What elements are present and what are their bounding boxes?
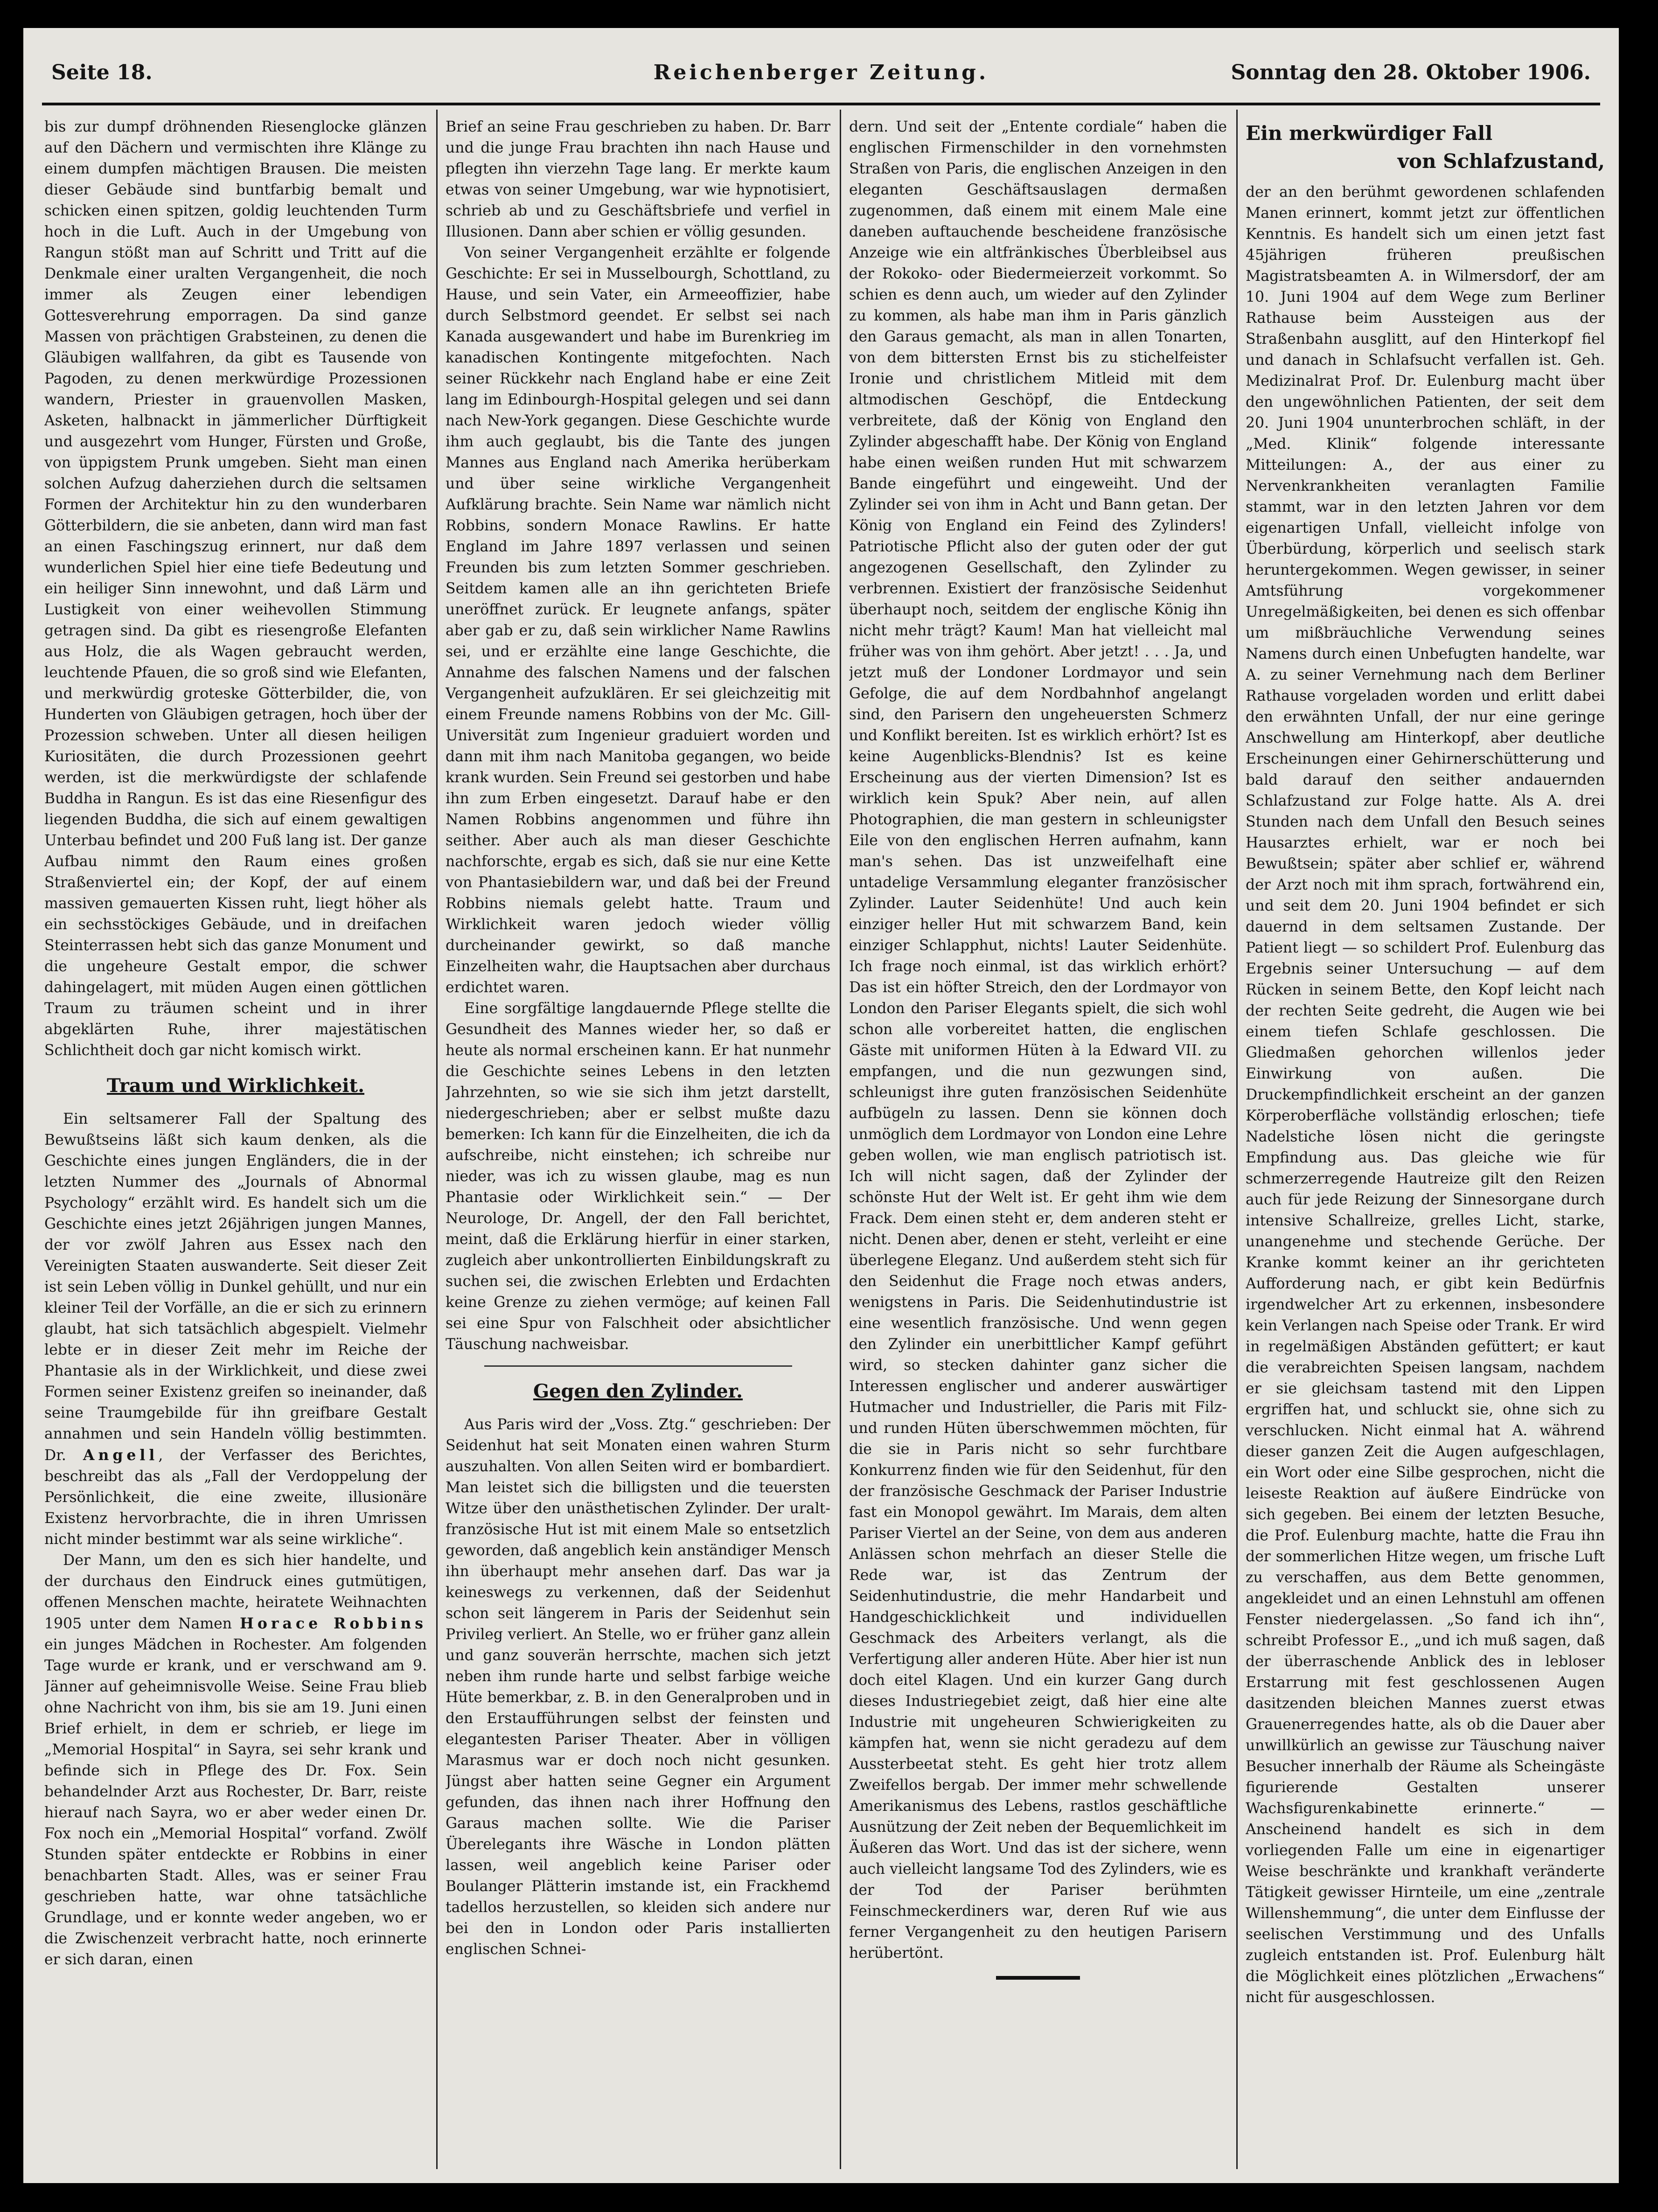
article-paragraph: Aus Paris wird der „Voss. Ztg.“ geschrieben: Der Seidenhut hat seit Monaten einen wahren Sturm auszuhalten. Von allen Seiten wird er bombardiert. Man leistet sich die billigsten und die teuersten Witze über den unästhetischen Zylinder. Der uralt-französische Hut ist mit einem Male so entsetzlich geworden, daß angeblich kein anständiger Mensch ihn überhaupt mehr ansehen darf. Das war ja keineswegs zu verkennen, daß der Seidenhut schon seit längerem in Paris der Seidenhut sein Privileg verliert. An Stelle, wo er früher ganz allein und ganz souverän herrschte, machen sich jetzt neben ihm runde harte und selbst farbige weiche Hüte bemerkbar, z. B. in den Generalproben und in den Erstaufführungen selbst der feinsten und elegantesten Pariser Theater. Aber in völligen Marasmus war er doch noch nicht gesunken. Jüngst aber hatten seine Gegner ein Argument gefunden, das ihnen nach ihrer Hoffnung den Garaus machen sollte. Wie die Pariser Überelegants ihre Wäsche in London plätten lassen, weil angeblich keine Pariser oder Boulanger Plätterin imstande ist, ein Frackhemd tadellos herzustellen, so kleiden sich andere nur bei den in London oder Paris installierten englischen Schnei- — [446, 1416, 830, 1958]
spaced-name: Angell — [83, 1447, 159, 1464]
article-heading: Gegen den Zylinder. — [533, 1380, 743, 1402]
article-heading: Ein merkwürdiger Fall von Schlafzustand, — [1246, 122, 1605, 173]
article-paragraph: Der Mann, um den es sich hier handelte, und der durchaus den Eindruck eines gutmütigen, offenen Menschen machte, heiratete Weihnachten 1905 unter dem Namen Horace Robbins ein junges Mädchen in Rochester. Am folgenden Tage wurde er krank, und er verschwand am 9. Jänner auf geheimnisvolle Weise. Seine Frau blieb ohne Nachricht von ihm, bis sie am 19. Juni einen Brief erhielt, in dem er schrieb, er liege im „Memorial Hospital“ in Sayra, sei sehr krank und befinde sich in Pflege des Dr. Fox. Sein behandelnder Arzt aus Rochester, Dr. Barr, reiste hierauf nach Sayra, wo er aber weder einen Dr. Fox noch ein „Memorial Hospital“ vorfand. Zwölf Stunden später entdeckte er Robbins in einer benachbarten Stadt. Alles, was er seiner Frau geschrieben hatte, war ohne tatsächliche Grundlage, und er konnte weder angeben, wo er die Zwischenzeit verbracht hatte, noch erinnerte er sich daran, einen — [44, 1552, 427, 1968]
newspaper-page — [23, 28, 1619, 2183]
article-heading: Traum und Wirklichkeit. — [106, 1075, 365, 1097]
article-paragraph: dern. Und seit der „Entente cordiale“ haben die englischen Firmenschilder in den vornehmsten Straßen von Paris, die englischen Anzeigen in den eleganten Geschäftsauslagen dermaßen zugenommen, daß einem mit einem Male eine daneben auftauchende bescheidene französische Anzeige wie ein altfränkisches Überbleibsel aus der Rokoko- oder Biedermeierzeit vorkommt. So schien es denn auch, um wieder auf den Zylinder zu kommen, als habe man ihm in Paris gänzlich den Garaus gemacht, als man in allen Tonarten, von dem bittersten Ernst bis zu stichelfeister Ironie und christlichem Mitleid mit dem altmodischen Geschöpf, die Entdeckung verbreitete, daß der König von England den Zylinder abgeschafft habe. Der König von England habe einen weißen runden Hut mit schwarzem Bande eingeführt und eingeweiht. Und der Zylinder sei von ihm in Acht und Bann getan. Der König von England ein Feind des Zylinders! Patriotische Pflicht also der guten oder der gut angezogenen Gesellschaft, den Zylinder zu verbrennen. Existiert der französische Seidenhut überhaupt noch, seitdem der englische König ihn nicht mehr trägt? Kaum! Man hat vielleicht mal früher was von ihm gehört. Aber jetzt! . . . Ja, und jetzt muß der Londoner Lordmayor und sein Gefolge, die auf dem Nordbahnhof angelangt sind, den Parisern den ungeheuersten Schmerz und Konflikt bereiten. Ist es wirklich erhört? Ist es keine Augenblicks-Blendnis? Ist es keine Erscheinung aus der vierten Dimension? Ist es wirklich kein Spuk? Aber nein, auf allen Photographien, die man gestern in schleunigster Eile von den englischen Herren aufnahm, kann man's sehen. Das ist unzweifelhaft eine untadelige Versammlung eleganter französischer Zylinder. Lauter Seidenhüte! Und auch kein einziger heller Hut mit schwarzem Band, kein einziger Schlapphut, nichts! Lauter Seidenhüte. Ich frage noch einmal, ist das wirklich erhört? Das ist ein höfter Streich, den der Lordmayor von London den Pariser Elegants spielt, die sich wohl schon alle vorbereitet hatten, die englischen Gäste mit uniformen Hüten à la Edward VII. zu empfangen, und die nun gezwungen sind, schleunigst ihre guten französischen Seidenhüte aufbügeln zu lassen. Denn sie können doch unmöglich dem Lordmayor von London eine Lehre geben wollen, wie man englisch patriotisch ist. Ich will nicht sagen, daß der Zylinder der schönste Hut der Welt ist. Er geht ihm wie dem Frack. Dem einen steht er, dem anderen steht er nicht. Denen aber, denen er steht, verleiht er eine überlegene Eleganz. Und außerdem steht sich für den Seidenhut die Frage noch etwas anders, wenigstens in Paris. Die Seidenhutindustrie ist eine wesentlich französische. Und wenn gegen den Zylinder ein unerbittlicher Kampf geführt wird, so stecken dahinter ganz sicher die Interessen englischer und anderer auswärtiger Hutmacher und Industrieller, die Paris mit Filz- und runden Hüten überschwemmen möchten, für die sie in Paris nicht so sehr furchtbare Konkurrenz finden wie für den Seidenhut, für den der französische Geschmack der Pariser Industrie fast ein Monopol gewährt. Im Marais, dem alten Pariser Viertel an der Seine, von dem aus anderen Anlässen schon mehrfach an dieser Stelle die Rede war, ist das Zentrum der Seidenhutindustrie, die mehr Handarbeit und Handgeschicklichkeit und individuellen Geschmack des Arbeiters verlangt, als die Verfertigung aller anderen Hüte. Aber hier ist nun doch eitel Klagen. Und ein kurzer Gang durch dieses Industriegebiet zeigt, daß hier eine alte Industrie mit ungeheuren Schwierigkeiten zu kämpfen hat, wenn sie nicht geradezu auf dem Aussterbeetat steht. Es geht hier trotz allem Zweifellos bergab. Der immer mehr schwellende Amerikanismus des Lebens, rastlos geschäftliche Ausnützung der Zeit neben der Bequemlichkeit im Äußeren das Wort. Und das ist der sichere, wenn auch vielleicht langsame Tod des Zylinders, wie es der Tod der Pariser berühmten Feinschmeckerdiners war, deren Ruf wie aus ferner Vergangenheit zu den heutigen Parisern herübertönt. — [849, 118, 1227, 1962]
column-rule — [840, 110, 841, 2169]
column-3 — [849, 117, 1227, 2164]
article-paragraph: bis zur dumpf dröhnenden Riesenglocke glänzen auf den Dächern und vermischten ihre Klänge zu einem dumpfen mächtigen Brausen. Die meisten dieser Gebäude sind buntfarbig bemalt und schicken einen spitzen, goldig leuchtenden Turm hoch in die Luft. Auch in der Umgebung von Rangun stößt man auf Schritt und Tritt auf die Denkmale einer uralten Vergangenheit, die noch immer als Zeugen einer lebendigen Gottesverehrung emporragen. Da sind ganze Massen von prächtigen Grabsteinen, zu denen die Gläubigen wallfahren, da gibt es Tausende von Pagoden, zu denen merkwürdige Prozessionen wandern, Priester in grauenvollen Masken, Asketen, halbnackt in jämmerlicher Dürftigkeit und ausgezehrt vom Hunger, Fürsten und Große, von üppigstem Prunk umgeben. Sieht man einen solchen Aufzug daherziehen durch die seltsamen Formen der Architektur hin zu den wunderbaren Götterbildern, die sie anbeten, dann wird man fast an einen Faschingszug erinnert, nur daß dem wunderlichen Spiel hier eine tiefe Bedeutung und ein heiliger Sinn innewohnt, und daß Lärm und Lustigkeit von einer weihevollen Stimmung getragen sind. Da gibt es riesengroße Elefanten aus Holz, die als Wagen gebraucht werden, leuchtende Pfauen, die so groß sind wie Elefanten, und merkwürdig groteske Götterbilder, die, von Hunderten von Gläubigen getragen, hoch über der Prozession schweben. Unter all diesen heiligen Kuriositäten, die durch Prozessionen geehrt werden, ist die merkwürdigste der schlafende Buddha in Rangun. Es ist das eine Riesenfigur des liegenden Buddha, die sich auf einem gewaltigen Unterbau befindet und 200 Fuß lang ist. Der ganze Aufbau nimmt den Raum eines großen Straßenviertel ein; der Kopf, der auf einem massiven gemauerten Kissen ruht, liegt höher als ein sechsstöckiges Gebäude, und in dreifachen Steinterrassen hebt sich das ganze Monument und die ungeheure Gestalt empor, die schwer dahingelagert, mit müden Augen einen göttlichen Traum zu träumen scheint und in ihrer abgeklärten Ruhe, ihrer majestätischen Schlichtheit doch gar nicht komisch wirkt. — [44, 118, 427, 1059]
section-divider — [484, 1365, 792, 1367]
column-rule — [436, 110, 438, 2169]
issue-date: Sonntag den 28. Oktober 1906. — [1231, 61, 1591, 84]
article-paragraph: Von seiner Vergangenheit erzählte er folgende Geschichte: Er sei in Musselbourgh, Schottland, zu Hause, und sein Vater, ein Armeeoffizier, habe durch Selbstmord geendet. Er selbst sei nach Kanada ausgewandert und habe im Burenkrieg im kanadischen Kontingente mitgefochten. Nach seiner Rückkehr nach England habe er eine Zeit lang im Edinbourgh-Hospital gelegen und sei dann nach New-York gegangen. Diese Geschichte wurde ihm auch geglaubt, bis die Tante des jungen Mannes aus England nach Amerika herüberkam und über seine wirkliche Vergangenheit Aufklärung brachte. Sein Name war nämlich nicht Robbins, sondern Monace Rawlins. Er hatte England im Jahre 1897 verlassen und seinen Freunden bis zum letzten Sommer geschrieben. Seitdem kamen alle an ihn gerichteten Briefe uneröffnet zurück. Er leugnete anfangs, später aber gab er zu, daß sein wirklicher Name Rawlins sei, und er erzählte eine lange Geschichte, die Annahme des falschen Namens und der falschen Vergangenheit aufzuklären. Er sei gleichzeitig mit einem Freunde namens Robbins von der Mc. Gill-Universität zum Ingenieur graduiert worden und dann mit ihm nach Manitoba gegangen, wo beide krank wurden. Sein Freund sei gestorben und habe ihn zum Erben eingesetzt. Darauf habe er den Namen Robbins angenommen und führe ihn seither. Aber auch als man dieser Geschichte nachforschte, ergab es sich, daß sie nur eine Kette von Phantasiebildern war, und daß bei der Freund Robbins niemals gelebt hatte. Traum und Wirklichkeit waren jedoch wieder völlig durcheinander gewirkt, so daß manche Einzelheiten wahr, die Hauptsachen aber durchaus erdichtet waren. — [446, 244, 830, 996]
column-4 — [1246, 117, 1605, 2164]
end-rule — [996, 1976, 1080, 1980]
column-2 — [446, 117, 830, 2164]
article-paragraph: Eine sorgfältige langdauernde Pflege stellte die Gesundheit des Mannes wieder her, so daß er heute als normal erscheinen kann. Er hat nunmehr die Geschichte seines Lebens in den letzten Jahrzehnten, so wie sie sich ihm jetzt darstellt, niedergeschrieben; aber er selbst mußte dazu bemerken: Ich kann für die Einzelheiten, die ich da aufschreibe, nicht einstehen; ich schreibe nur nieder, was ich zu wissen glaube, mag es nun Phantasie oder Wirklichkeit sein.“ — Der Neurologe, Dr. Angell, der den Fall berichtet, meint, daß die Erklärung hierfür in einer starken, zugleich aber unkontrollierten Einbildungskraft zu suchen sei, die zwischen Erlebten und Erdachten keine Grenze zu ziehen vermöge; auf keinen Fall sei eine Spur von Falschheit oder absichtlicher Täuschung nachweisbar. — [446, 1000, 830, 1353]
article-paragraph: der an den berühmt gewordenen schlafenden Manen erinnert, kommt jetzt zur öffentlichen Kenntnis. Es handelt sich um einen jetzt fast 45jährigen früheren preußischen Magistratsbeamten A. in Wilmersdorf, der am 10. Juni 1904 auf dem Wege zum Berliner Rathause beim Aussteigen aus der Straßenbahn ausglitt, auf den Hinterkopf fiel und danach in Schlafsucht verfallen ist. Geh. Medizinalrat Prof. Dr. Eulenburg macht über den ungewöhnlichen Patienten, der seit dem 20. Juni 1904 ununterbrochen schläft, in der „Med. Klinik“ folgende interessante Mitteilungen: A., der aus einer zu Nervenkrankheiten veranlagten Familie stammt, war in den letzten Jahren vor dem eigenartigen Unfall, vielleicht infolge von Überbürdung, körperlich und seelisch stark heruntergekommen. Wegen gewisser, in seiner Amtsführung vorgekommener Unregelmäßigkeiten, bei denen es sich offenbar um mißbräuchliche Verwendung seines Namens durch einen Unbefugten handelte, war A. zu seiner Vernehmung nach dem Berliner Rathause vorgeladen worden und erlitt dabei den erwähnten Unfall, der nur eine geringe Anschwellung am Hinterkopf, aber deutliche Erscheinungen einer Gehirnerschütterung und bald darauf den seither andauernden Schlafzustand zur Folge hatte. Als A. drei Stunden nach dem Unfall den Besuch seines Hausarztes erhielt, war er noch bei Bewußtsein; später aber schlief er, während der Arzt noch mit ihm sprach, fortwährend ein, und seit dem 20. Juni 1904 befindet er sich dauernd in dem seltsamen Zustande. Der Patient liegt — so schildert Prof. Eulenburg das Ergebnis seiner Untersuchung — auf dem Rücken in seinem Bette, den Kopf leicht nach der rechten Seite gedreht, die Augen wie bei einem tiefen Schlafe geschlossen. Die Gliedmaßen gehorchen willenlos jeder Einwirkung von außen. Die Druckempfindlichkeit erscheint an der ganzen Körperoberfläche vollständig erloschen; tiefe Nadelstiche lösen nicht die geringste Empfindung aus. Das gleiche wie für schmerzerregende Hautreize gilt den Reizen auch für jede Reizung der Sinnesorgane durch intensive Schallreize, grelles Licht, starke, unangenehme und stechende Gerüche. Der Kranke kommt keiner an ihr gerichteten Aufforderung nach, er gibt kein Bedürfnis irgendwelcher Art zu erkennen, insbesondere kein Verlangen nach Speise oder Trank. Er wird in regelmäßigen Abständen gefüttert; er kaut die verabreichten Speisen langsam, nachdem er sie gleichsam tastend mit den Lippen ergriffen hat, und schluckt sie, ohne sich zu verschlucken. Nicht einmal hat A. während dieser ganzen Zeit die Augen aufgeschlagen, ein Wort oder eine Silbe gesprochen, nicht die leiseste Reaktion auf äußere Eindrücke von sich gegeben. Bei einem der letzten Besuche, die Prof. Eulenburg machte, hatte die Frau ihn der sommerlichen Hitze wegen, um frische Luft zu verschaffen, aus dem Bette genommen, angekleidet und an einen Lehnstuhl am offenen Fenster niedergelassen. „So fand ich ihn“, schreibt Professor E., „und ich muß sagen, daß der überraschende Anblick des in lebloser Erstarrung mit fest geschlossenen Augen dasitzenden bleichen Mannes zuerst etwas Grauenerregendes hatte, als ob die Dauer aber unwillkürlich an gewisse zur Täuschung naiver Besucher innerhalb der Räume als Scheingäste figurierende Gestalten unserer Wachsfigurenkabinette erinnerte.“ — Anscheinend handelt es sich in dem vorliegenden Falle um eine in eigenartiger Weise beschränkte und krankhaft veränderte Tätigkeit gewisser Hirnteile, um eine „zentrale Willenshemmung“, die unter dem Einflusse der seelischen Verstimmung und des Unfalls zugleich entstanden ist. Prof. Eulenburg hält die Möglichkeit eines plötzlichen „Erwachens“ nicht für ausgeschlossen. — [1246, 184, 1605, 2006]
column-1 — [44, 117, 427, 2164]
page-header — [23, 42, 1619, 103]
column-rule — [1236, 110, 1238, 2169]
newspaper-title: Reichenberger Zeitung. — [653, 61, 989, 84]
header-rule — [42, 103, 1600, 105]
article-paragraph: Ein seltsamerer Fall der Spaltung des Bewußtseins läßt sich kaum denken, als die Geschichte eines jungen Engländers, die in der letzten Nummer des „Journals of Abnormal Psychology“ erzählt wird. Es handelt sich um die Geschichte eines jetzt 26jährigen jungen Mannes, der vor zwölf Jahren aus Essex nach den Vereinigten Staaten auswanderte. Seit dieser Zeit ist sein Leben völlig in Dunkel gehüllt, und nur ein kleiner Teil der Vorfälle, an die er sich zu erinnern glaubt, hat sich tatsächlich abgespielt. Vielmehr lebte er in dieser Zeit mehr im Reiche der Phantasie als in der Wirklichkeit, und diese zwei Formen seiner Existenz greifen so ineinander, daß seine Traumgebilde für ihn greifbare Gestalt annahmen und sein Handeln völlig bestimmten. Dr. Angell, der Verfasser des Berichtes, beschreibt das als „Fall der Verdoppelung der Persönlichkeit, die eine zweite, illusionäre Existenz hervorbrachte, die in ihren Umrissen nicht minder bestimmt war als seine wirkliche“. — [44, 1111, 427, 1548]
article-paragraph: Brief an seine Frau geschrieben zu haben. Dr. Barr und die junge Frau brachten ihn nach Hause und pflegten ihn vierzehn Tage lang. Er merkte kaum etwas von seiner Umgebung, war wie hypnotisiert, schrieb ab und zu Geschäftsbriefe und verfiel in Illusionen. Dann aber schien er völlig gesunden. — [446, 118, 830, 240]
spaced-name: Horace Robbins — [240, 1615, 427, 1632]
page-number: Seite 18. — [51, 61, 153, 84]
